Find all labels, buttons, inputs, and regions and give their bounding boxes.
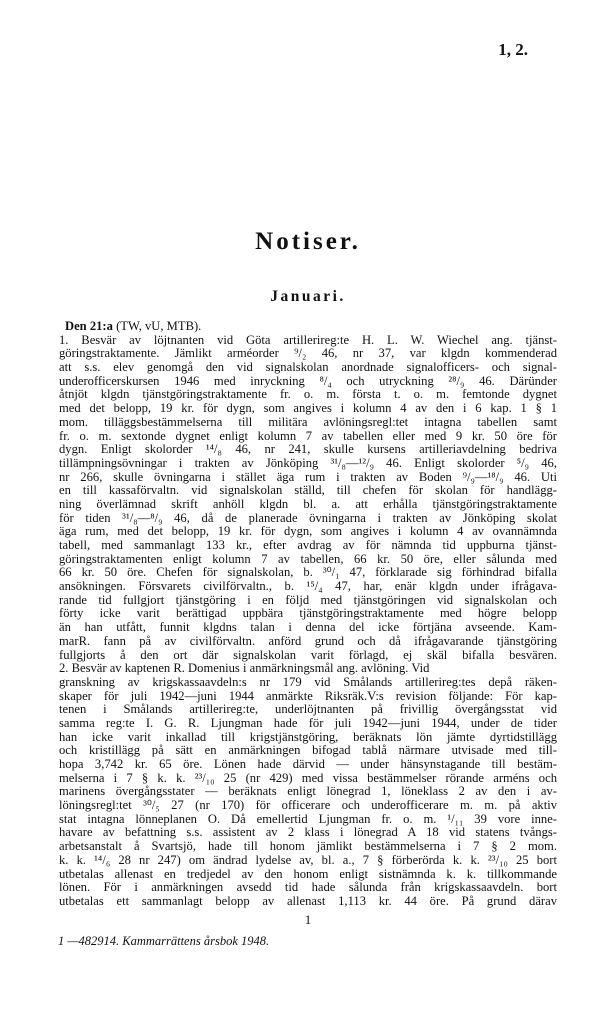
text-line: han icke varit inkallad till krigstjänstgöring, beräknats lön jämte dyrtidstillägg <box>59 729 557 744</box>
text-line: och kristillägg på sätt en anmärkningen bifogad tablå närmare utvisade med till- <box>59 743 557 758</box>
line-text: (TW, vU, MTB). <box>116 319 202 333</box>
text-line: samma reg:te I. G. R. Ljungman hade för juli 1942—juni 1944, under de tider <box>59 715 557 730</box>
date-label: Den 21:a <box>65 319 113 333</box>
text-line: lönen. För i anmärkningen avsedd tid hade sålunda från krigskassaavdeln. bort <box>59 880 557 895</box>
text-line: rande tid fullgjort tjänstgöring i en följd med tjänstgöringen vid signalskolan och <box>59 592 557 607</box>
text-line: mom. tilläggsbestämmelserna till militära avlöningsregl:tet intagna tabellen samt <box>59 414 557 429</box>
text-line: 2. Besvär av kaptenen R. Domenius i anmärkningsmål ang. avlöning. Vid <box>59 661 430 676</box>
text-line: fullgjorts å den ort där signalskolan varit förlagd, ej skäl bifalla besvären. <box>59 647 557 662</box>
text-line <box>59 320 557 334</box>
text-line: en till kassaförvaltn. vid signalskolan ställd, till chefen för skolan för handlägg- <box>59 483 557 498</box>
text-line: melserna i 7 § k. k. ²³/₁₀ 25 (nr 429) med vissa bestämmelser rörande arméns och <box>59 770 557 785</box>
text-line: utbetalas allenast en tredjedel av den honom enligt sistnämnda k. k. tillkommande <box>59 866 557 881</box>
signature-mark: 1 <box>304 912 312 927</box>
text-line: göringstraktamenten enligt kolumn 7 av tabellen, 66 kr. 50 öre, eller sålunda med <box>59 551 557 566</box>
text-line: tabell, med sammanlagt 133 kr., efter avdrag av för nämnda tid uppburna tjänst- <box>59 538 557 552</box>
text-line: utbetalas ett sammanlagt belopp av allenast 1,113 kr. 44 öre. På grund därav <box>59 893 557 908</box>
page-footer: 1 —482914. Kammarrättens årsbok 1948. <box>58 934 270 948</box>
text-line: för tiden ³¹/₈—⁸/₉ 46, då de planerade övningarna i trakten av Jönköping skolat <box>59 510 557 525</box>
text-line: att s.s. elev genomgå den vid signalskolan anordnade signalofficers- och signal- <box>59 360 557 375</box>
text-line: havare av befattning s.s. assistent av 2 klass i lönegrad A 18 vid statens tvångs- <box>59 825 557 840</box>
text-line: 66 kr. 50 öre. Chefen för signalskolan, b. ³⁰/₁ 47, förklarade sig förhindrad bifalla <box>59 565 557 580</box>
text-line: göringstraktamente. Jämlikt arméorder ⁹/₂ 46, nr 37, var klgdn kommenderad <box>59 346 557 361</box>
month-heading: Januari. <box>270 288 346 305</box>
text-line: åtnjöt klgdn tjänstgöringstraktamente fr. o. m. första t. o. m. femtonde dygnet <box>59 387 557 402</box>
text-line: marinens övergångsstater — beräknats enligt lönegrad 1, löneklass 2 av den i av- <box>59 784 557 799</box>
text-line: tenen i Smålands artillerireg:te, underlöjtnanten på frivillig övergångsstat vid <box>59 702 557 717</box>
text-line: granskning av krigskassaavdeln:s nr 179 vid Smålands artillerireg:tes depå räken- <box>59 674 557 689</box>
page-number: 1, 2. <box>498 40 528 59</box>
text-line: underofficerskursen 1946 med inryckning ⁸/₄ och utryckning ²⁸/₉ 46. Däründer <box>59 373 557 388</box>
text-line: marR. fann på av civilförvaltn. anförd grund och då ifrågavarande tjänstgöring <box>59 633 557 648</box>
text-line: arbetsanstalt å Svartsjö, hade till honom jämlikt bestämmelserna i 7 § 2 mom. <box>59 839 557 854</box>
text-line: skaper för juli 1942—juni 1944 anmärkte Riksräk.V:s revision följande: För kap- <box>59 688 557 703</box>
text-line: dygn. Enligt skolorder ¹⁴/₈ 46, nr 241, skulle kursens artilleriavdelning bedriva <box>59 442 557 457</box>
paragraph-lines <box>59 334 557 909</box>
text-line: k. k. ¹⁴/₆ 28 nr 247) om ändrad lydelse av, bl. a., 7 § förberörda k. k. ²³/₁₀ 25 bort <box>59 852 557 867</box>
body-text <box>59 320 557 909</box>
text-line: 1. Besvär av löjtnanten vid Göta artillerireg:te H. L. W. Wiechel ang. tjänst- <box>59 332 557 347</box>
text-line: ansökningen. Försvarets civilförvaltn., b. ¹⁵/₄ 47, har, enär klgdn under ifrågava- <box>59 579 557 594</box>
text-line: fr. o. m. sextonde dygnet enligt kolumn 7 av tabellen eller med 9 kr. 50 öre för <box>59 428 557 443</box>
text-line: än han utfått, funnit klgdns talan i denna del icke förtjäna avseende. Kam- <box>59 620 557 635</box>
text-line: äga rum, med det belopp, 19 kr. för dygn, som angives i kolumn 4 av ovannämnda <box>59 524 557 539</box>
text-line: hopa 3,742 kr. 65 öre. Lönen hade därvid — under hänsynstagande till bestäm- <box>59 757 557 771</box>
text-line: tillämpningsövningar i trakten av Jönköping ³¹/₈—¹²/₉ 46. Enligt skolorder ⁵/₉ 46, <box>59 455 557 470</box>
text-line: ning överlämnad skrift anhöll klgdn bl. a. att erhålla tjänstgöringstraktamente <box>59 496 557 511</box>
text-line: nr 266, skulle övningarna i stället äga rum i trakten av Boden ⁹/₉—¹⁸/₉ 46. Uti <box>59 469 557 484</box>
text-line: förty icke varit berättigad uppbära tjänstgöringstraktamente med högre belopp <box>59 606 557 621</box>
text-line: stat intagna lönneplanen O. Då emellertid Ljungman fr. o. m. ¹/₁₁ 39 vore inne- <box>59 811 557 826</box>
section-heading: Notiser. <box>255 228 361 255</box>
text-line: med det belopp, 19 kr. för dygn, som angives i kolumn 4 av den i 6 kap. 1 § 1 <box>59 401 557 416</box>
text-line: löningsregl:tet ³⁰/₅ 27 (nr 170) för officerare och underofficerare m. m. på aktiv <box>59 798 557 813</box>
